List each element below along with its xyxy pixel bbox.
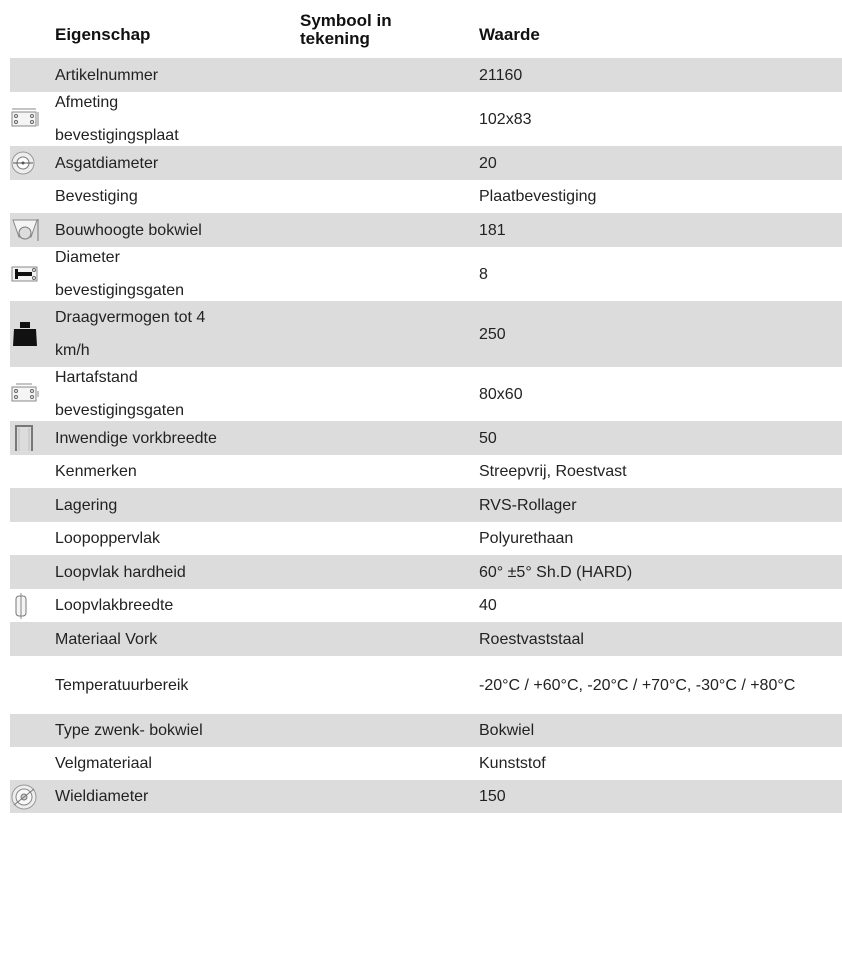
fork-width-icon bbox=[10, 425, 40, 451]
property-value: 20 bbox=[479, 154, 497, 172]
table-row bbox=[10, 747, 842, 780]
table-row bbox=[10, 92, 842, 146]
property-label: Kenmerken bbox=[55, 463, 137, 480]
header-value: Waarde bbox=[479, 25, 540, 44]
property-label: Loopvlak hardheid bbox=[55, 563, 186, 581]
property-label: Diameter bevestigingsgaten bbox=[55, 249, 184, 299]
property-value: Polyurethaan bbox=[479, 530, 574, 547]
property-value: 250 bbox=[479, 325, 506, 343]
property-label: Velgmateriaal bbox=[55, 755, 152, 772]
header-property: Eigenschap bbox=[55, 25, 151, 44]
property-value: 102x83 bbox=[479, 110, 532, 128]
header-symbol: Symbool in tekening bbox=[300, 11, 392, 48]
property-value: Kunststof bbox=[479, 755, 546, 772]
property-label: Draagvermogen tot 4 km/h bbox=[55, 309, 206, 359]
tread-width-icon bbox=[10, 593, 40, 619]
property-label: Asgatdiameter bbox=[55, 154, 159, 172]
table-row bbox=[10, 301, 842, 367]
property-label: Lagering bbox=[55, 496, 118, 514]
axle-hole-diameter-icon bbox=[10, 150, 40, 176]
property-label: Type zwenk- bokwiel bbox=[55, 722, 203, 739]
property-value: -20°C / +60°C, -20°C / +70°C, -30°C / +80°C bbox=[479, 676, 796, 694]
table-row bbox=[10, 656, 842, 714]
property-value: Roestvaststaal bbox=[479, 630, 584, 648]
wheel-diameter-icon bbox=[10, 784, 40, 810]
property-label: Wieldiameter bbox=[55, 788, 149, 805]
property-value: 8 bbox=[479, 265, 488, 283]
property-label: Bouwhoogte bokwiel bbox=[55, 221, 202, 239]
property-value: 40 bbox=[479, 597, 497, 614]
table-header bbox=[10, 0, 842, 58]
property-value: 80x60 bbox=[479, 385, 523, 403]
mounting-plate-dimension-icon bbox=[10, 106, 40, 132]
property-value: 150 bbox=[479, 788, 506, 805]
table-body bbox=[10, 58, 842, 813]
table-row bbox=[10, 522, 842, 555]
specification-table bbox=[10, 0, 842, 813]
property-value: Plaatbevestiging bbox=[479, 188, 597, 205]
property-label: Loopvlakbreedte bbox=[55, 597, 174, 614]
property-label: Bevestiging bbox=[55, 188, 138, 205]
property-label: Afmeting bevestigingsplaat bbox=[55, 94, 179, 144]
property-label: Temperatuurbereik bbox=[55, 676, 189, 694]
table-row bbox=[10, 589, 842, 622]
bolt-hole-diameter-icon bbox=[10, 261, 40, 287]
bolt-hole-spacing-icon bbox=[10, 381, 40, 407]
table-row bbox=[10, 555, 842, 589]
table-row bbox=[10, 180, 842, 213]
table-row bbox=[10, 780, 842, 813]
table-row bbox=[10, 622, 842, 656]
property-value: 60° ±5° Sh.D (HARD) bbox=[479, 563, 633, 581]
property-value: 50 bbox=[479, 429, 497, 447]
property-label: Materiaal Vork bbox=[55, 630, 158, 648]
property-value: Bokwiel bbox=[479, 722, 535, 739]
property-label: Hartafstand bevestigingsgaten bbox=[55, 369, 184, 419]
load-weight-icon bbox=[10, 321, 40, 347]
table-row bbox=[10, 714, 842, 747]
table-row bbox=[10, 488, 842, 522]
property-value: RVS-Rollager bbox=[479, 496, 577, 514]
property-label: Loopoppervlak bbox=[55, 530, 160, 547]
property-value: 181 bbox=[479, 221, 506, 239]
property-label: Inwendige vorkbreedte bbox=[55, 429, 217, 447]
table-row bbox=[10, 146, 842, 180]
table-row bbox=[10, 455, 842, 488]
fixed-castor-height-icon bbox=[10, 217, 40, 243]
table-row bbox=[10, 247, 842, 301]
property-value: Streepvrij, Roestvast bbox=[479, 463, 627, 480]
table-row bbox=[10, 421, 842, 455]
property-label: Artikelnummer bbox=[55, 66, 159, 84]
table-row bbox=[10, 367, 842, 421]
property-value: 21160 bbox=[479, 66, 523, 84]
